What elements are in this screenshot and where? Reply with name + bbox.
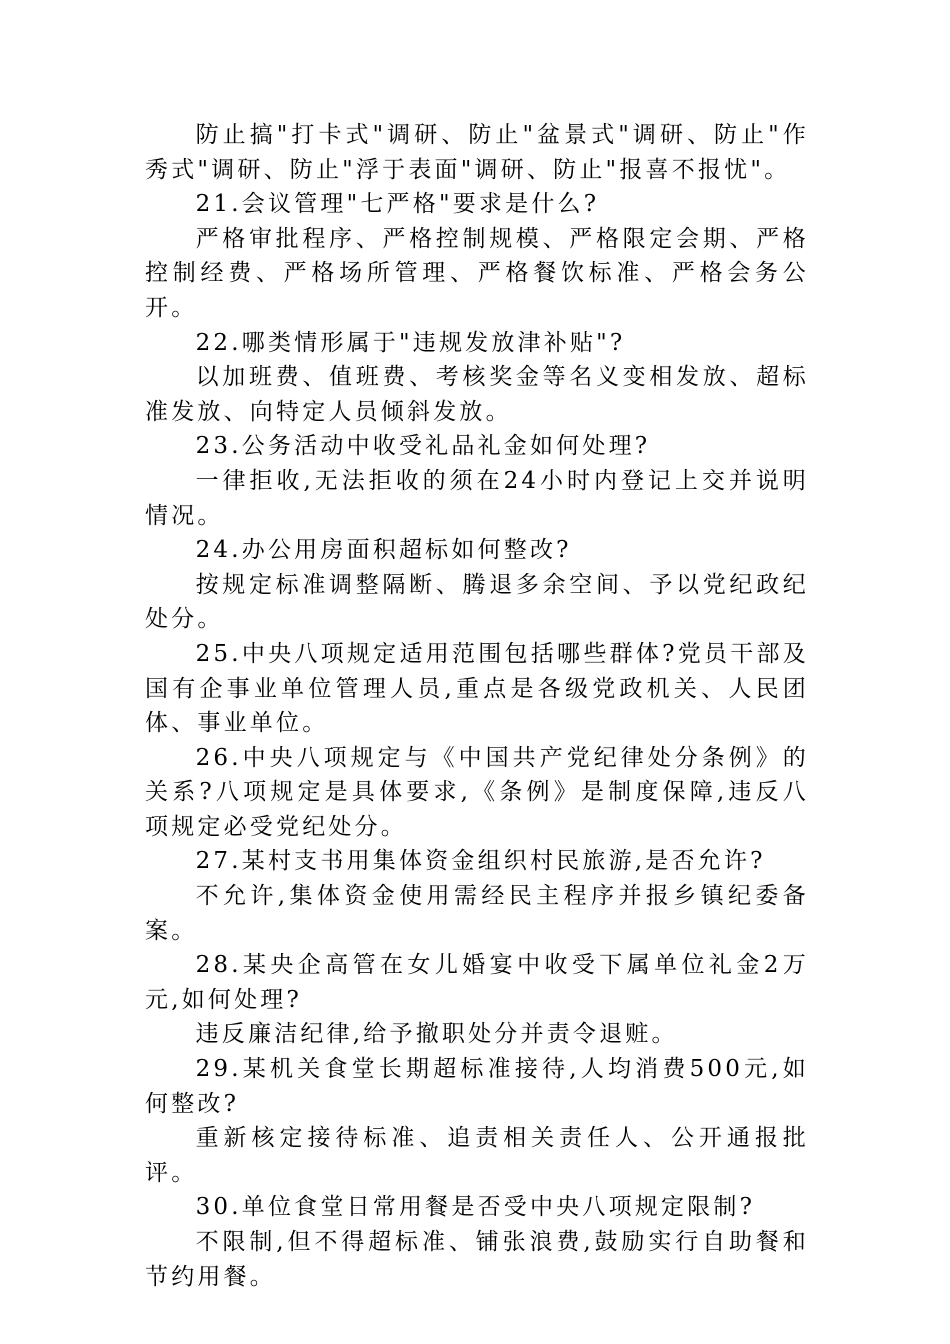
question-answer-25: 25.中央八项规定适用范围包括哪些群体?党员干部及国有企事业单位管理人员,重点是各级党政机关、人民团体、事业单位。 [145,640,809,737]
answer-20-text: 防止搞"打卡式"调研、防止"盆景式"调研、防止"作秀式"调研、防止"浮于表面"调研、防止"报喜不报忧"。 [145,122,809,183]
question-27: 27.某村支书用集体资金组织村民旅游,是否允许? [195,848,766,875]
answer-23-text: 一律拒收,无法拒收的须在24小时内登记上交并说明情况。 [145,467,809,529]
question-24: 24.办公用房面积超标如何整改? [195,537,572,564]
document-body [145,118,809,1294]
question-29: 29.某机关食堂长期超标准接待,人均消费500元,如何整改? [145,1056,809,1117]
question-22: 22.哪类情形属于"违规发放津补贴"? [195,329,626,356]
answer-28-text: 违反廉洁纪律,给予撤职处分并责令退赃。 [195,1021,678,1048]
answer-24-text: 按规定标准调整隔断、腾退多余空间、予以党纪政纪处分。 [145,571,809,633]
question-30: 30.单位食堂日常用餐是否受中央八项规定限制? [195,1194,756,1221]
question-28: 28.某央企高管在女儿婚宴中收受下属单位礼金2万元,如何处理? [145,952,809,1013]
answer-30-text: 不限制,但不得超标准、铺张浪费,鼓励实行自助餐和节约用餐。 [145,1229,809,1290]
question-21: 21.会议管理"七严格"要求是什么? [195,191,600,218]
answer-27-text: 不允许,集体资金使用需经民主程序并报乡镇纪委备案。 [145,883,809,944]
answer-22-text: 以加班费、值班费、考核奖金等名义变相发放、超标准发放、向特定人员倾斜发放。 [145,364,809,425]
question-answer-26: 26.中央八项规定与《中国共产党纪律处分条例》的关系?八项规定是具体要求,《条例》是制度保障,违反八项规定必受党纪处分。 [145,744,809,840]
answer-21-text: 严格审批程序、严格控制规模、严格限定会期、严格控制经费、严格场所管理、严格餐饮标准、严格会务公开。 [145,225,809,321]
answer-29-text: 重新核定接待标准、追责相关责任人、公开通报批评。 [145,1125,809,1186]
question-23: 23.公务活动中收受礼品礼金如何处理? [195,433,651,460]
